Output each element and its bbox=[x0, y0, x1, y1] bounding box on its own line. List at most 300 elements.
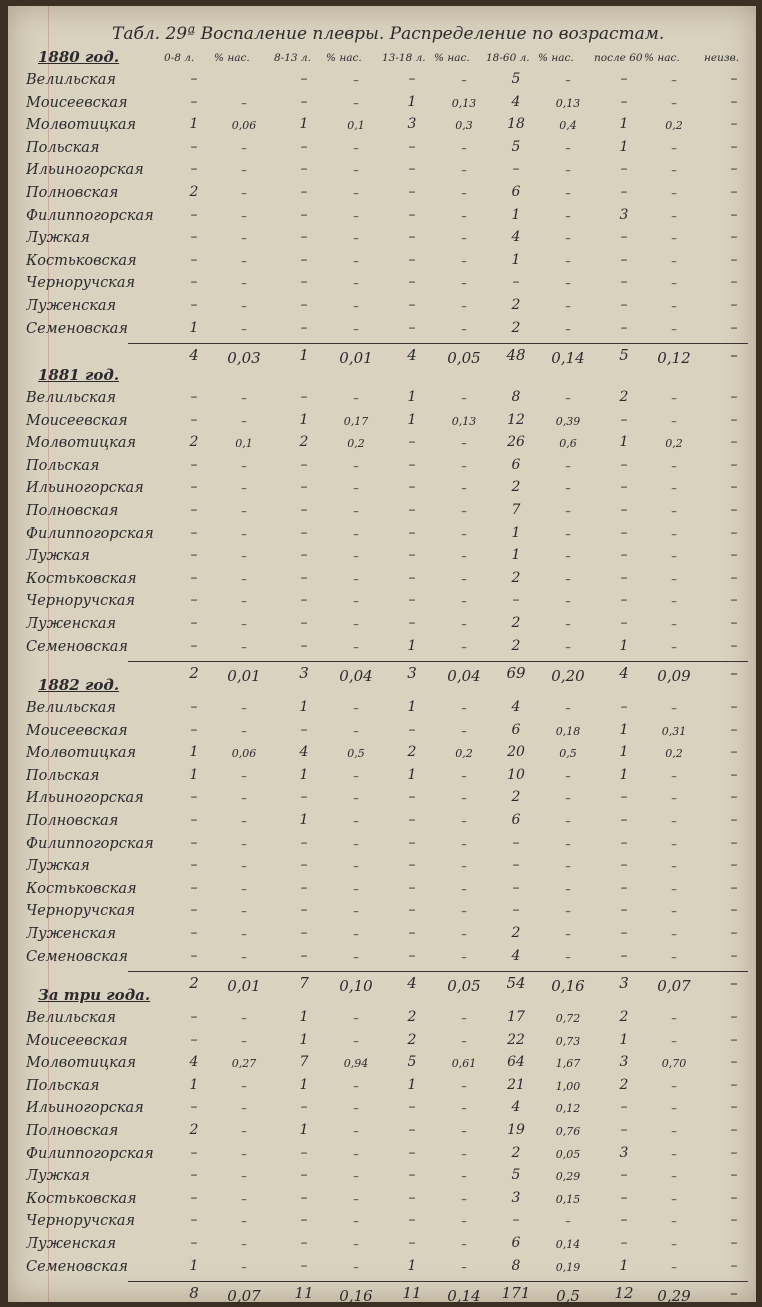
table-row bbox=[8, 834, 756, 856]
district-name: Черноручская bbox=[26, 275, 136, 292]
table-cell: – bbox=[565, 769, 571, 783]
table-cell: – bbox=[565, 300, 571, 313]
table-cell: – bbox=[461, 769, 467, 783]
table-cell: – bbox=[300, 1257, 308, 1274]
table-cell: 4 bbox=[511, 947, 521, 964]
table-cell: 1 bbox=[619, 637, 629, 654]
district-name: Польская bbox=[26, 457, 100, 474]
table-cell: – bbox=[730, 434, 738, 451]
table-cell: – bbox=[353, 459, 359, 473]
table-cell: – bbox=[461, 187, 467, 200]
table-cell: 1 bbox=[619, 744, 629, 761]
table-cell: 0,5 bbox=[559, 747, 577, 761]
table-cell: – bbox=[353, 618, 359, 631]
district-name: Польская bbox=[26, 1077, 100, 1094]
table-cell: 2 bbox=[511, 789, 521, 806]
table-cell: – bbox=[353, 1215, 359, 1229]
table-cell: 0,2 bbox=[665, 437, 683, 451]
table-row bbox=[8, 93, 756, 115]
table-cell: – bbox=[241, 1192, 247, 1206]
table-cell: 2 bbox=[619, 389, 629, 405]
total-rule bbox=[128, 661, 748, 662]
district-name: Польская bbox=[26, 767, 100, 784]
table-cell: 21 bbox=[507, 1076, 525, 1093]
total-row bbox=[8, 345, 756, 367]
district-name: Моисеевская bbox=[26, 1032, 128, 1049]
table-row bbox=[8, 1031, 756, 1053]
table-row bbox=[8, 228, 756, 250]
total-cell: 54 bbox=[506, 974, 526, 993]
district-name: Семеновская bbox=[26, 948, 129, 965]
table-cell: – bbox=[565, 209, 571, 223]
table-cell: 1 bbox=[189, 1076, 199, 1093]
table-cell: – bbox=[190, 1235, 198, 1251]
table-cell: – bbox=[620, 1099, 628, 1116]
table-cell: 0,76 bbox=[555, 1125, 581, 1138]
table-cell: – bbox=[730, 637, 738, 654]
table-cell: – bbox=[408, 925, 416, 941]
district-name: Луженская bbox=[26, 616, 117, 632]
table-cell: – bbox=[461, 724, 467, 738]
district-name: Семеновская bbox=[26, 1258, 129, 1275]
total-cell: 3 bbox=[619, 974, 629, 993]
table-cell: – bbox=[461, 437, 467, 451]
table-cell: – bbox=[190, 947, 198, 964]
table-cell: – bbox=[353, 141, 359, 155]
table-cell: – bbox=[241, 702, 247, 715]
table-cell: – bbox=[461, 1192, 467, 1206]
table-cell: – bbox=[461, 1260, 467, 1274]
total-cell: 0,20 bbox=[551, 667, 585, 686]
column-header: 0-8 л. bbox=[164, 52, 195, 64]
table-cell: – bbox=[730, 116, 738, 133]
table-cell: – bbox=[241, 1260, 247, 1274]
district-name: Моисеевская bbox=[26, 722, 128, 739]
column-header: % нас. bbox=[434, 52, 470, 64]
table-cell: – bbox=[353, 209, 359, 223]
table-cell: – bbox=[671, 769, 677, 783]
table-cell: – bbox=[408, 297, 416, 313]
table-cell: – bbox=[241, 1102, 247, 1116]
table-cell: 6 bbox=[511, 1235, 521, 1251]
table-cell: – bbox=[190, 1009, 198, 1025]
table-cell: – bbox=[730, 766, 738, 783]
table-cell: – bbox=[565, 187, 571, 200]
table-cell: – bbox=[241, 1079, 247, 1093]
table-cell: 0,31 bbox=[661, 724, 687, 738]
district-name: Полновская bbox=[26, 1123, 119, 1139]
total-cell: 0,01 bbox=[227, 977, 261, 996]
table-cell: – bbox=[241, 882, 247, 896]
table-cell: 0,73 bbox=[555, 1034, 581, 1048]
table-cell: – bbox=[300, 1144, 308, 1161]
table-cell: – bbox=[671, 277, 677, 291]
table-cell: – bbox=[671, 1125, 677, 1138]
total-cell: 0,14 bbox=[551, 349, 585, 368]
table-cell: – bbox=[190, 229, 198, 246]
table-row bbox=[8, 1211, 756, 1233]
table-cell: – bbox=[241, 1125, 247, 1138]
table-cell: 1,00 bbox=[555, 1079, 581, 1093]
table-cell: – bbox=[241, 595, 247, 609]
total-cell: 2 bbox=[189, 664, 199, 683]
table-cell: – bbox=[671, 950, 677, 964]
table-cell: – bbox=[241, 950, 247, 964]
table-cell: – bbox=[671, 322, 677, 336]
table-cell: 0,13 bbox=[451, 414, 477, 428]
table-cell: – bbox=[190, 902, 198, 919]
table-cell: – bbox=[190, 138, 198, 155]
table-cell: – bbox=[730, 161, 738, 178]
table-row bbox=[8, 433, 756, 455]
table-cell: 0,39 bbox=[555, 414, 581, 428]
total-cell: 4 bbox=[407, 346, 417, 365]
total-cell: 0,12 bbox=[657, 349, 691, 368]
table-cell: – bbox=[300, 834, 308, 851]
section-year: 1882 год. bbox=[38, 676, 120, 694]
table-cell: – bbox=[671, 392, 677, 405]
table-row bbox=[8, 1053, 756, 1075]
table-cell: – bbox=[620, 1122, 628, 1138]
table-cell: 0,4 bbox=[559, 119, 577, 133]
table-cell: 2 bbox=[299, 434, 309, 451]
table-cell: – bbox=[671, 1192, 677, 1206]
table-cell: – bbox=[241, 187, 247, 200]
table-cell: 1 bbox=[619, 116, 629, 133]
table-cell: – bbox=[241, 96, 247, 110]
table-cell: – bbox=[300, 721, 308, 738]
table-cell: – bbox=[671, 905, 677, 919]
table-cell: 1 bbox=[511, 251, 521, 268]
table-cell: – bbox=[671, 96, 677, 110]
table-cell: – bbox=[461, 482, 467, 496]
table-cell: – bbox=[671, 482, 677, 496]
table-cell: – bbox=[190, 524, 198, 541]
table-cell: 5 bbox=[511, 138, 521, 155]
table-cell: – bbox=[565, 505, 571, 518]
table-row bbox=[8, 251, 756, 273]
table-cell: – bbox=[241, 905, 247, 919]
table-cell: 1 bbox=[189, 319, 199, 336]
table-cell: 1 bbox=[299, 699, 309, 715]
district-name: Полновская bbox=[26, 813, 119, 829]
table-cell: 1 bbox=[299, 766, 309, 783]
table-cell: 0,5 bbox=[347, 747, 365, 761]
table-cell: – bbox=[565, 702, 571, 715]
table-cell: 0,1 bbox=[235, 437, 253, 451]
table-cell: – bbox=[620, 161, 628, 178]
table-cell: – bbox=[241, 769, 247, 783]
table-cell: – bbox=[730, 1122, 738, 1138]
district-name: Филиппогорская bbox=[26, 525, 154, 542]
table-cell: 2 bbox=[407, 744, 417, 761]
table-cell: 2 bbox=[407, 1009, 417, 1025]
table-cell: – bbox=[671, 1260, 677, 1274]
table-cell: – bbox=[353, 905, 359, 919]
table-cell: 2 bbox=[619, 1009, 629, 1025]
table-cell: – bbox=[241, 277, 247, 291]
total-cell: 0,14 bbox=[447, 1287, 481, 1306]
table-cell: 22 bbox=[507, 1031, 525, 1048]
district-name: Черноручская bbox=[26, 593, 136, 610]
district-name: Костьковская bbox=[26, 570, 137, 587]
total-cell: 0,01 bbox=[227, 667, 261, 686]
table-cell: – bbox=[300, 879, 308, 896]
table-cell: – bbox=[620, 569, 628, 586]
table-row bbox=[8, 591, 756, 613]
table-cell: 0,13 bbox=[555, 96, 581, 110]
total-cell: 0,07 bbox=[657, 977, 691, 996]
table-row bbox=[8, 206, 756, 228]
total-cell: 4 bbox=[407, 974, 417, 993]
table-cell: – bbox=[565, 905, 571, 919]
table-cell: 6 bbox=[511, 184, 521, 200]
table-cell: – bbox=[300, 71, 308, 87]
table-cell: 1 bbox=[619, 721, 629, 738]
section-year: 1881 год. bbox=[38, 366, 120, 384]
table-cell: – bbox=[461, 1170, 467, 1184]
total-cell: – bbox=[730, 974, 738, 993]
district-name: Филиппогорская bbox=[26, 835, 154, 852]
table-cell: – bbox=[353, 1260, 359, 1274]
table-cell: 1,67 bbox=[555, 1057, 581, 1071]
table-cell: 0,72 bbox=[555, 1012, 581, 1025]
table-cell: – bbox=[190, 925, 198, 941]
table-cell: – bbox=[671, 164, 677, 178]
total-cell: 0,03 bbox=[227, 349, 261, 368]
table-cell: – bbox=[241, 860, 247, 874]
table-cell: – bbox=[620, 857, 628, 874]
table-cell: – bbox=[190, 71, 198, 87]
table-cell: – bbox=[190, 857, 198, 874]
table-cell: 2 bbox=[511, 637, 521, 654]
table-cell: 2 bbox=[511, 479, 521, 496]
table-cell: – bbox=[620, 1189, 628, 1206]
table-cell: – bbox=[190, 456, 198, 473]
table-cell: – bbox=[620, 699, 628, 715]
table-cell: – bbox=[353, 482, 359, 496]
total-cell: 8 bbox=[189, 1284, 199, 1303]
table-cell: – bbox=[408, 592, 416, 609]
district-name: Велильская bbox=[26, 72, 116, 88]
table-cell: 3 bbox=[619, 1144, 629, 1161]
table-cell: – bbox=[241, 527, 247, 541]
table-cell: 1 bbox=[619, 766, 629, 783]
table-row bbox=[8, 183, 756, 205]
table-cell: – bbox=[408, 1235, 416, 1251]
table-cell: – bbox=[353, 505, 359, 518]
table-row bbox=[8, 698, 756, 720]
table-cell: 20 bbox=[507, 744, 525, 761]
total-cell: 3 bbox=[407, 664, 417, 683]
table-cell: – bbox=[241, 505, 247, 518]
table-cell: – bbox=[671, 505, 677, 518]
table-cell: 1 bbox=[407, 766, 417, 783]
table-cell: 1 bbox=[299, 1076, 309, 1093]
table-cell: 4 bbox=[511, 229, 521, 246]
table-cell: 0,61 bbox=[451, 1057, 477, 1071]
district-name: Костьковская bbox=[26, 1190, 137, 1207]
table-cell: – bbox=[565, 837, 571, 851]
table-cell: – bbox=[353, 640, 359, 654]
table-row bbox=[8, 1076, 756, 1098]
total-cell: 0,16 bbox=[551, 977, 585, 996]
table-cell: 1 bbox=[407, 699, 417, 715]
table-cell: 6 bbox=[511, 812, 521, 828]
table-row bbox=[8, 296, 756, 318]
district-name: Семеновская bbox=[26, 320, 129, 337]
total-rule bbox=[128, 971, 748, 972]
table-cell: – bbox=[353, 860, 359, 874]
table-cell: 4 bbox=[511, 699, 521, 715]
table-cell: – bbox=[620, 902, 628, 919]
table-cell: – bbox=[671, 640, 677, 654]
table-cell: – bbox=[241, 141, 247, 155]
table-cell: – bbox=[620, 947, 628, 964]
table-row bbox=[8, 637, 756, 659]
table-cell: – bbox=[190, 812, 198, 828]
table-row bbox=[8, 273, 756, 295]
table-cell: – bbox=[408, 274, 416, 291]
table-cell: – bbox=[620, 184, 628, 200]
table-cell: – bbox=[241, 254, 247, 268]
table-cell: – bbox=[353, 815, 359, 828]
table-cell: – bbox=[300, 1167, 308, 1184]
table-cell: – bbox=[461, 1215, 467, 1229]
table-cell: – bbox=[241, 550, 247, 564]
table-cell: 8 bbox=[511, 1257, 521, 1274]
table-cell: 1 bbox=[189, 1257, 199, 1274]
table-cell: 1 bbox=[299, 1009, 309, 1025]
district-name: Польская bbox=[26, 139, 100, 156]
table-cell: – bbox=[300, 569, 308, 586]
table-cell: – bbox=[241, 1147, 247, 1161]
table-cell: – bbox=[408, 902, 416, 919]
table-cell: – bbox=[565, 595, 571, 609]
table-cell: – bbox=[190, 297, 198, 313]
table-cell: – bbox=[620, 1212, 628, 1229]
column-header: % нас. bbox=[538, 52, 574, 64]
table-cell: – bbox=[408, 71, 416, 87]
table-cell: – bbox=[300, 857, 308, 874]
table-cell: – bbox=[461, 905, 467, 919]
table-cell: 1 bbox=[189, 744, 199, 761]
table-cell: – bbox=[241, 724, 247, 738]
table-cell: – bbox=[671, 928, 677, 941]
table-cell: – bbox=[512, 274, 520, 291]
table-cell: – bbox=[620, 71, 628, 87]
table-cell: – bbox=[565, 459, 571, 473]
table-row bbox=[8, 856, 756, 878]
table-cell: – bbox=[730, 297, 738, 313]
table-row bbox=[8, 501, 756, 523]
table-cell: – bbox=[730, 721, 738, 738]
table-cell: – bbox=[671, 414, 677, 428]
table-cell: 26 bbox=[507, 434, 525, 451]
table-cell: – bbox=[671, 527, 677, 541]
district-name: Лужкая bbox=[26, 548, 90, 565]
table-cell: – bbox=[671, 1079, 677, 1093]
table-cell: – bbox=[408, 1099, 416, 1116]
district-name: Полновская bbox=[26, 185, 119, 201]
table-cell: – bbox=[565, 618, 571, 631]
table-cell: – bbox=[408, 319, 416, 336]
total-cell: – bbox=[730, 664, 738, 683]
table-cell: – bbox=[730, 479, 738, 496]
table-cell: – bbox=[620, 812, 628, 828]
table-cell: – bbox=[190, 615, 198, 631]
table-cell: – bbox=[671, 232, 677, 246]
table-cell: – bbox=[190, 569, 198, 586]
table-cell: – bbox=[461, 860, 467, 874]
table-cell: – bbox=[620, 834, 628, 851]
table-cell: – bbox=[300, 229, 308, 246]
table-cell: – bbox=[408, 1189, 416, 1206]
table-cell: – bbox=[730, 502, 738, 518]
table-cell: – bbox=[241, 815, 247, 828]
table-cell: – bbox=[353, 392, 359, 405]
total-cell: 4 bbox=[189, 346, 199, 365]
table-cell: – bbox=[671, 1012, 677, 1025]
table-cell: – bbox=[565, 950, 571, 964]
table-cell: – bbox=[353, 1192, 359, 1206]
table-cell: 0,06 bbox=[231, 747, 257, 761]
table-cell: – bbox=[512, 592, 520, 609]
table-cell: – bbox=[353, 232, 359, 246]
table-cell: – bbox=[461, 837, 467, 851]
table-cell: – bbox=[565, 254, 571, 268]
total-cell: 0,05 bbox=[447, 349, 481, 368]
table-cell: – bbox=[671, 1102, 677, 1116]
table-row bbox=[8, 811, 756, 833]
table-cell: – bbox=[565, 640, 571, 654]
table-cell: – bbox=[730, 138, 738, 155]
table-cell: – bbox=[300, 547, 308, 564]
table-cell: – bbox=[461, 322, 467, 336]
table-cell: 0,6 bbox=[559, 437, 577, 451]
table-cell: – bbox=[730, 274, 738, 291]
table-cell: – bbox=[461, 459, 467, 473]
table-cell: – bbox=[300, 902, 308, 919]
table-cell: – bbox=[565, 322, 571, 336]
total-cell: 0,04 bbox=[447, 667, 481, 686]
table-cell: – bbox=[671, 595, 677, 609]
total-cell: 12 bbox=[614, 1284, 634, 1303]
total-cell: 69 bbox=[506, 664, 526, 683]
table-cell: – bbox=[241, 1034, 247, 1048]
table-cell: 1 bbox=[299, 812, 309, 828]
table-cell: – bbox=[241, 164, 247, 178]
table-cell: – bbox=[730, 229, 738, 246]
table-cell: – bbox=[408, 1212, 416, 1229]
table-cell: – bbox=[730, 857, 738, 874]
table-cell: 0,1 bbox=[347, 119, 365, 133]
table-cell: – bbox=[300, 184, 308, 200]
table-cell: 0,17 bbox=[343, 414, 369, 428]
table-cell: – bbox=[241, 928, 247, 941]
total-cell: 0,16 bbox=[339, 1287, 373, 1306]
total-cell: 2 bbox=[189, 974, 199, 993]
district-name: Лужкая bbox=[26, 230, 90, 247]
district-name: Молвотицкая bbox=[26, 1055, 137, 1072]
table-row bbox=[8, 478, 756, 500]
table-cell: – bbox=[565, 392, 571, 405]
table-row bbox=[8, 1121, 756, 1143]
table-cell: – bbox=[512, 1212, 520, 1229]
table-cell: – bbox=[408, 834, 416, 851]
table-cell: – bbox=[190, 206, 198, 223]
table-cell: – bbox=[300, 479, 308, 496]
